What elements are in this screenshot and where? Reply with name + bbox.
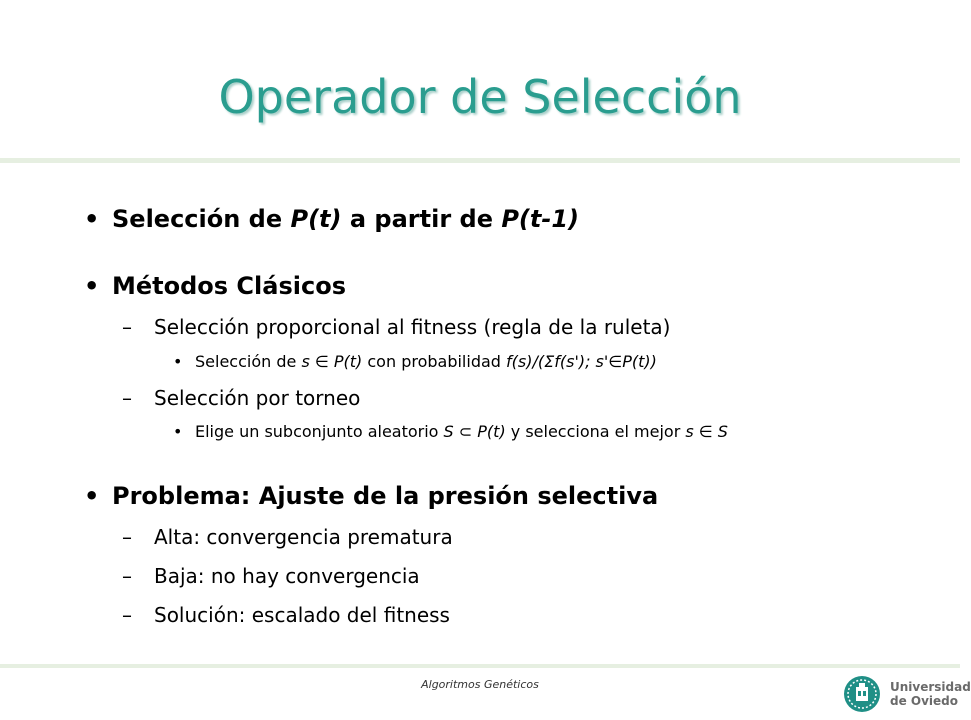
dash-icon: –: [122, 525, 132, 549]
bullet-problema: • Problema: Ajuste de la presión selectiva: [84, 482, 659, 510]
bullet-dot-icon: •: [173, 422, 183, 441]
dash-icon: –: [122, 386, 132, 410]
sub-bullet-solucion: – Solución: escalado del fitness: [122, 603, 450, 627]
footer-divider: [0, 664, 960, 668]
bullet-dot-icon: •: [173, 352, 183, 371]
university-logo: [842, 674, 971, 714]
sub-sub-bullet-subconjunto: • Elige un subconjunto aleatorio S ⊂ P(t) y selecciona el mejor s ∈ S: [173, 422, 728, 441]
dash-icon: –: [122, 603, 132, 627]
bullet-seleccion: • Selección de P(t) a partir de P(t-1): [84, 205, 579, 233]
bullet-metodos-clasicos: • Métodos Clásicos: [84, 272, 346, 300]
title-divider: [0, 158, 960, 163]
logo-line-2: de Oviedo: [890, 694, 959, 708]
footer-text: Algoritmos Genéticos: [421, 678, 539, 691]
bullet-dot-icon: •: [84, 272, 100, 300]
sub-bullet-ruleta: – Selección proporcional al fitness (regla de la ruleta): [122, 315, 671, 339]
bullet-dot-icon: •: [84, 205, 100, 233]
sub-bullet-baja: – Baja: no hay convergencia: [122, 564, 420, 588]
slide-title: Operador de Selección: [218, 70, 742, 124]
logo-line-1: Universidad: [890, 680, 971, 694]
university-emblem-icon: [842, 674, 882, 714]
sub-bullet-alta: – Alta: convergencia prematura: [122, 525, 453, 549]
dash-icon: –: [122, 315, 132, 339]
sub-sub-bullet-probabilidad: • Selección de s ∈ P(t) con probabilidad f(s)/(Σf(s'); s'∈P(t)): [173, 352, 657, 371]
sub-bullet-torneo: – Selección por torneo: [122, 386, 361, 410]
bullet-dot-icon: •: [84, 482, 100, 510]
dash-icon: –: [122, 564, 132, 588]
